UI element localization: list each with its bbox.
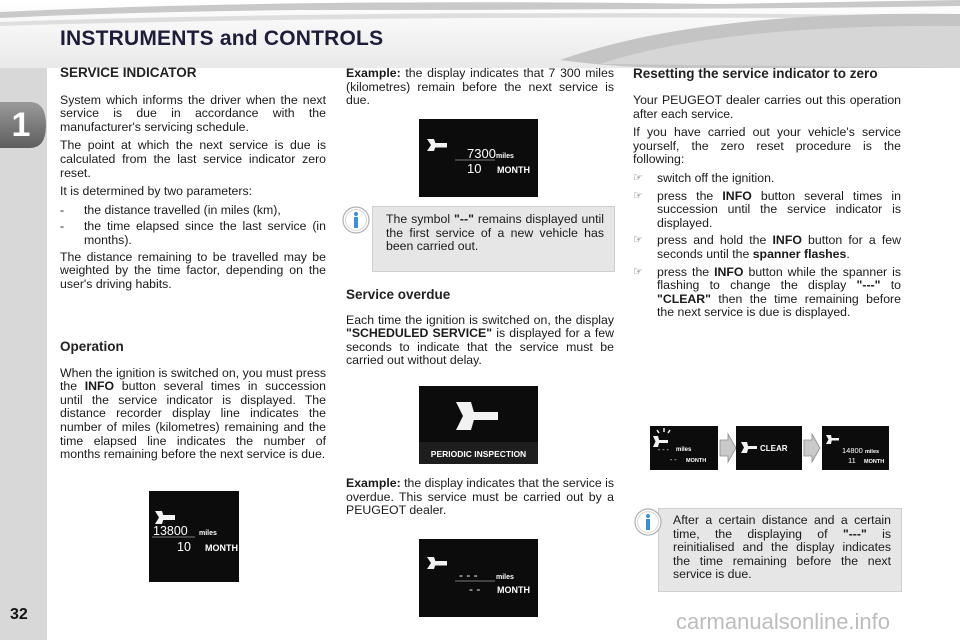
example-1 [346,67,614,113]
operation-section [60,340,326,467]
chapter-sidebar [0,68,47,640]
month-unit: MONTH [205,543,238,553]
list-item: - the time elapsed since the last service (in months). [60,219,326,247]
miles-value: 13800 [153,524,188,538]
info-note-1-text: The symbol "--" remains displayed until the first service of a new vehicle has been carried out. [386,212,604,254]
paragraph: When the ignition is switched on, you must press the INFO button several times in succession until the service indicator is displayed. The distance recorder display line indicates the number of miles (kilometres) remaining and the time elapsed line indicates the number of months remaining before the next service is due. [60,365,326,462]
svg-text:miles: miles [676,447,692,453]
page-title: INSTRUMENTS and CONTROLS [60,27,384,50]
clear-label: CLEAR [760,444,788,453]
svg-text:14800: 14800 [842,446,863,455]
paragraph: Your PEUGEOT dealer carries out this operation after each service. [633,93,901,121]
paragraph: Each time the ignition is switched on, the display "SCHEDULED SERVICE" is displayed for a few seconds to indicate that the service must be carried out without delay. [346,312,614,368]
section-heading: Operation [60,339,124,354]
pointing-hand-icon: ☞ [633,171,643,184]
display-periodic-inspection [419,386,538,464]
svg-text:- -: - - [670,457,677,464]
reset-sequence [650,424,890,472]
paragraph: The distance remaining to be travelled may be weighted by the time factor, depending on the user's driving habits. [60,249,326,291]
chapter-number: 1 [11,106,31,144]
paragraph: Example: the display indicates that 7 300 miles (kilometres) remain before the next service is due. [346,66,614,108]
periodic-inspection-label: PERIODIC INSPECTION [430,449,527,459]
column-service-indicator [60,66,326,296]
paragraph: System which informs the driver when the next service is due in accordance with the manufacturer's servicing schedule. [60,92,326,134]
pointing-hand-icon: ☞ [633,234,643,247]
list-item: ☞ press and hold the INFO button for a few seconds until the spanner flashes. [633,233,901,261]
svg-text:- - -: - - - [658,447,669,454]
display-7300-miles [419,119,538,197]
service-overdue-section [346,288,614,373]
month-value: - - [469,582,481,596]
section-heading: SERVICE INDICATOR [60,65,197,80]
paragraph: The point at which the next service is due is calculated from the last service indicator zero reset. [60,138,326,180]
section-heading: Service overdue [346,287,451,302]
list-item: ☞ switch off the ignition. [633,170,775,185]
paragraph: It is determined by two parameters: [60,184,253,199]
column-reset [633,66,901,324]
arrow-right-icon [720,434,736,462]
arrow-right-icon [804,434,820,462]
svg-text:miles: miles [865,449,880,455]
display-dashes [419,539,538,617]
info-icon [634,508,662,536]
section-heading: Resetting the service indicator to zero [633,66,878,81]
month-value: 10 [177,540,191,554]
paragraph: If you have carried out your vehicle's service yourself, the zero reset procedure is the following: [633,125,901,167]
miles-value: 7300 [467,146,496,161]
watermark: carmanualsonline.info [676,609,891,634]
pointing-hand-icon: ☞ [633,189,643,202]
pointing-hand-icon: ☞ [633,265,643,278]
month-value: 10 [467,161,482,176]
info-icon [342,206,370,234]
month-unit: MONTH [497,585,530,595]
svg-text:MONTH: MONTH [864,459,885,465]
example-2 [346,477,614,523]
list-item: ☞ press the INFO button several times in succession until the service indicator is displayed. [633,188,901,230]
month-unit: MONTH [497,165,530,175]
svg-text:MONTH: MONTH [686,458,707,464]
paragraph: Example: the display indicates that the service is overdue. This service must be carried out by a PEUGEOT dealer. [346,476,614,518]
info-note-2-text: After a certain distance and a certain time, the displaying of "---" is reinitialised and the display indicates the time remaining before the next service is due. [673,513,891,582]
miles-unit: miles [496,574,514,581]
miles-unit: miles [199,530,217,537]
list-item: - the distance travelled (in miles (km), [60,202,281,217]
svg-text:11: 11 [848,456,856,465]
display-13800-miles [149,491,239,582]
list-item: ☞ press the INFO button while the spanner is flashing to change the display "---" to "CLEAR" then the time remaining before the next service is due is displayed. [633,264,901,320]
miles-unit: miles [496,153,514,160]
page-number: 32 [10,606,28,623]
miles-value: - - - [459,568,478,582]
